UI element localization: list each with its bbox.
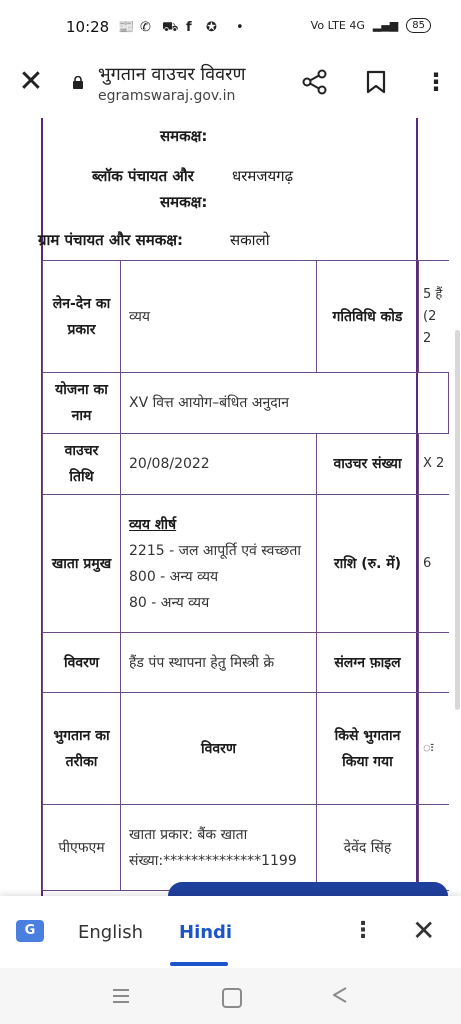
voucher-number-value: X 2	[419, 434, 449, 495]
account-number-line: संख्या:**************1199	[129, 852, 297, 869]
bookmark-icon[interactable]	[366, 70, 386, 94]
page-title: भुगतान वाउचर विवरण	[98, 64, 246, 85]
transaction-type-label: लेन-देन का प्रकार	[43, 261, 121, 373]
expense-head-line-3: 80 - अन्य व्यय	[129, 594, 210, 611]
amount-label: राशि (रु. में)	[317, 495, 419, 633]
kebab-menu-icon: ⋮	[352, 918, 374, 943]
account-details-value	[121, 805, 317, 891]
block-panchayat-label: ब्लॉक पंचायत और	[92, 167, 194, 185]
page-content	[0, 118, 461, 896]
close-icon: ✕	[412, 914, 436, 947]
language-tab-english[interactable]: English	[78, 922, 143, 943]
scrollbar-thumb[interactable]	[455, 330, 460, 710]
table-row	[43, 373, 449, 434]
close-icon: ✕	[18, 64, 44, 99]
network-indicator: Vo LTE 4G	[310, 19, 365, 32]
description-value: हैंड पंप स्थापना हेतु मिस्त्री क्रे	[121, 633, 317, 693]
language-tab-hindi[interactable]: Hindi	[179, 922, 233, 943]
expense-head-line-2: 800 - अन्य व्यय	[129, 568, 219, 585]
equivalent-label-1: समकक्ष:	[160, 127, 208, 145]
lock-icon	[72, 76, 84, 89]
status-time: 10:28	[66, 18, 110, 36]
more-notifications-dot: •	[236, 20, 244, 35]
expense-head-heading: व्यय शीर्ष	[129, 516, 177, 533]
status-right-group	[311, 18, 431, 33]
news-notification-icon: 📰	[118, 20, 135, 35]
facebook-notification-icon: f	[186, 20, 192, 35]
scheme-name-value: XV वित्त आयोग–बंधित अनुदान	[121, 373, 449, 434]
voucher-table	[42, 260, 449, 891]
payment-mode-label: भुगतान का तरीका	[43, 693, 121, 805]
table-row	[43, 434, 449, 495]
description-label: विवरण	[43, 633, 121, 693]
scheme-name-label: योजना का नाम	[43, 373, 121, 434]
table-row	[43, 261, 449, 373]
account-type-line: खाता प्रकार: बैंक खाता	[129, 826, 248, 843]
translate-options-button[interactable]	[352, 918, 374, 943]
battery-indicator: 85	[406, 18, 431, 33]
expense-head-line-1: 2215 - जल आपूर्ति एवं स्वच्छता	[129, 542, 302, 559]
activity-code-value: 5 हैं (2 2	[419, 261, 449, 373]
table-row	[43, 495, 449, 633]
attached-file-value	[419, 633, 449, 693]
transaction-type-value: व्यय	[121, 261, 317, 373]
system-navigation-bar	[0, 968, 461, 1024]
kebab-menu-icon: ⋮	[424, 68, 448, 96]
payee-overflow	[419, 805, 449, 891]
voucher-date-label: वाउचर तिथि	[43, 434, 121, 495]
account-head-label: खाता प्रमुख	[43, 495, 121, 633]
share-icon[interactable]	[301, 68, 329, 96]
selected-tab-indicator	[170, 962, 228, 966]
recent-apps-icon[interactable]	[112, 988, 130, 1004]
payee-name-value: देवेंद सिंह	[317, 805, 419, 891]
table-row	[43, 633, 449, 693]
back-icon[interactable]	[332, 986, 348, 1004]
close-tab-button[interactable]	[16, 66, 46, 98]
table-row	[43, 693, 449, 805]
table-row	[43, 805, 449, 891]
account-head-value	[121, 495, 317, 633]
signal-icon: ▂▄▆	[372, 19, 399, 32]
browser-toolbar	[0, 56, 461, 114]
app-notification-icon: ✪	[206, 20, 217, 35]
paid-to-overflow: ः	[419, 693, 449, 805]
page-url[interactable]: egramswaraj.gov.in	[98, 88, 236, 104]
gram-panchayat-label: ग्राम पंचायत और समकक्ष:	[38, 231, 184, 249]
paid-to-label: किसे भुगतान किया गया	[317, 693, 419, 805]
block-panchayat-value: धरमजयगढ़	[232, 167, 294, 185]
attached-file-label: संलग्न फ़ाइल	[317, 633, 419, 693]
delivery-notification-icon: ⛟	[162, 20, 179, 35]
amount-value: 6	[419, 495, 449, 633]
whatsapp-notification-icon: ✆	[140, 20, 151, 35]
payment-details-header: विवरण	[121, 693, 317, 805]
translate-close-button[interactable]	[412, 914, 435, 947]
status-bar	[0, 0, 461, 56]
home-icon[interactable]	[222, 988, 242, 1008]
voucher-number-label: वाउचर संख्या	[317, 434, 419, 495]
activity-code-label: गतिविधि कोड	[317, 261, 419, 373]
google-translate-icon: G	[16, 920, 44, 942]
translate-bar	[0, 896, 461, 968]
gram-panchayat-value: सकालो	[230, 231, 270, 249]
equivalent-label-2: समकक्ष:	[160, 193, 208, 211]
more-options-button[interactable]	[424, 66, 448, 98]
payment-mode-value: पीएफएम	[43, 805, 121, 891]
voucher-date-value: 20/08/2022	[121, 434, 317, 495]
